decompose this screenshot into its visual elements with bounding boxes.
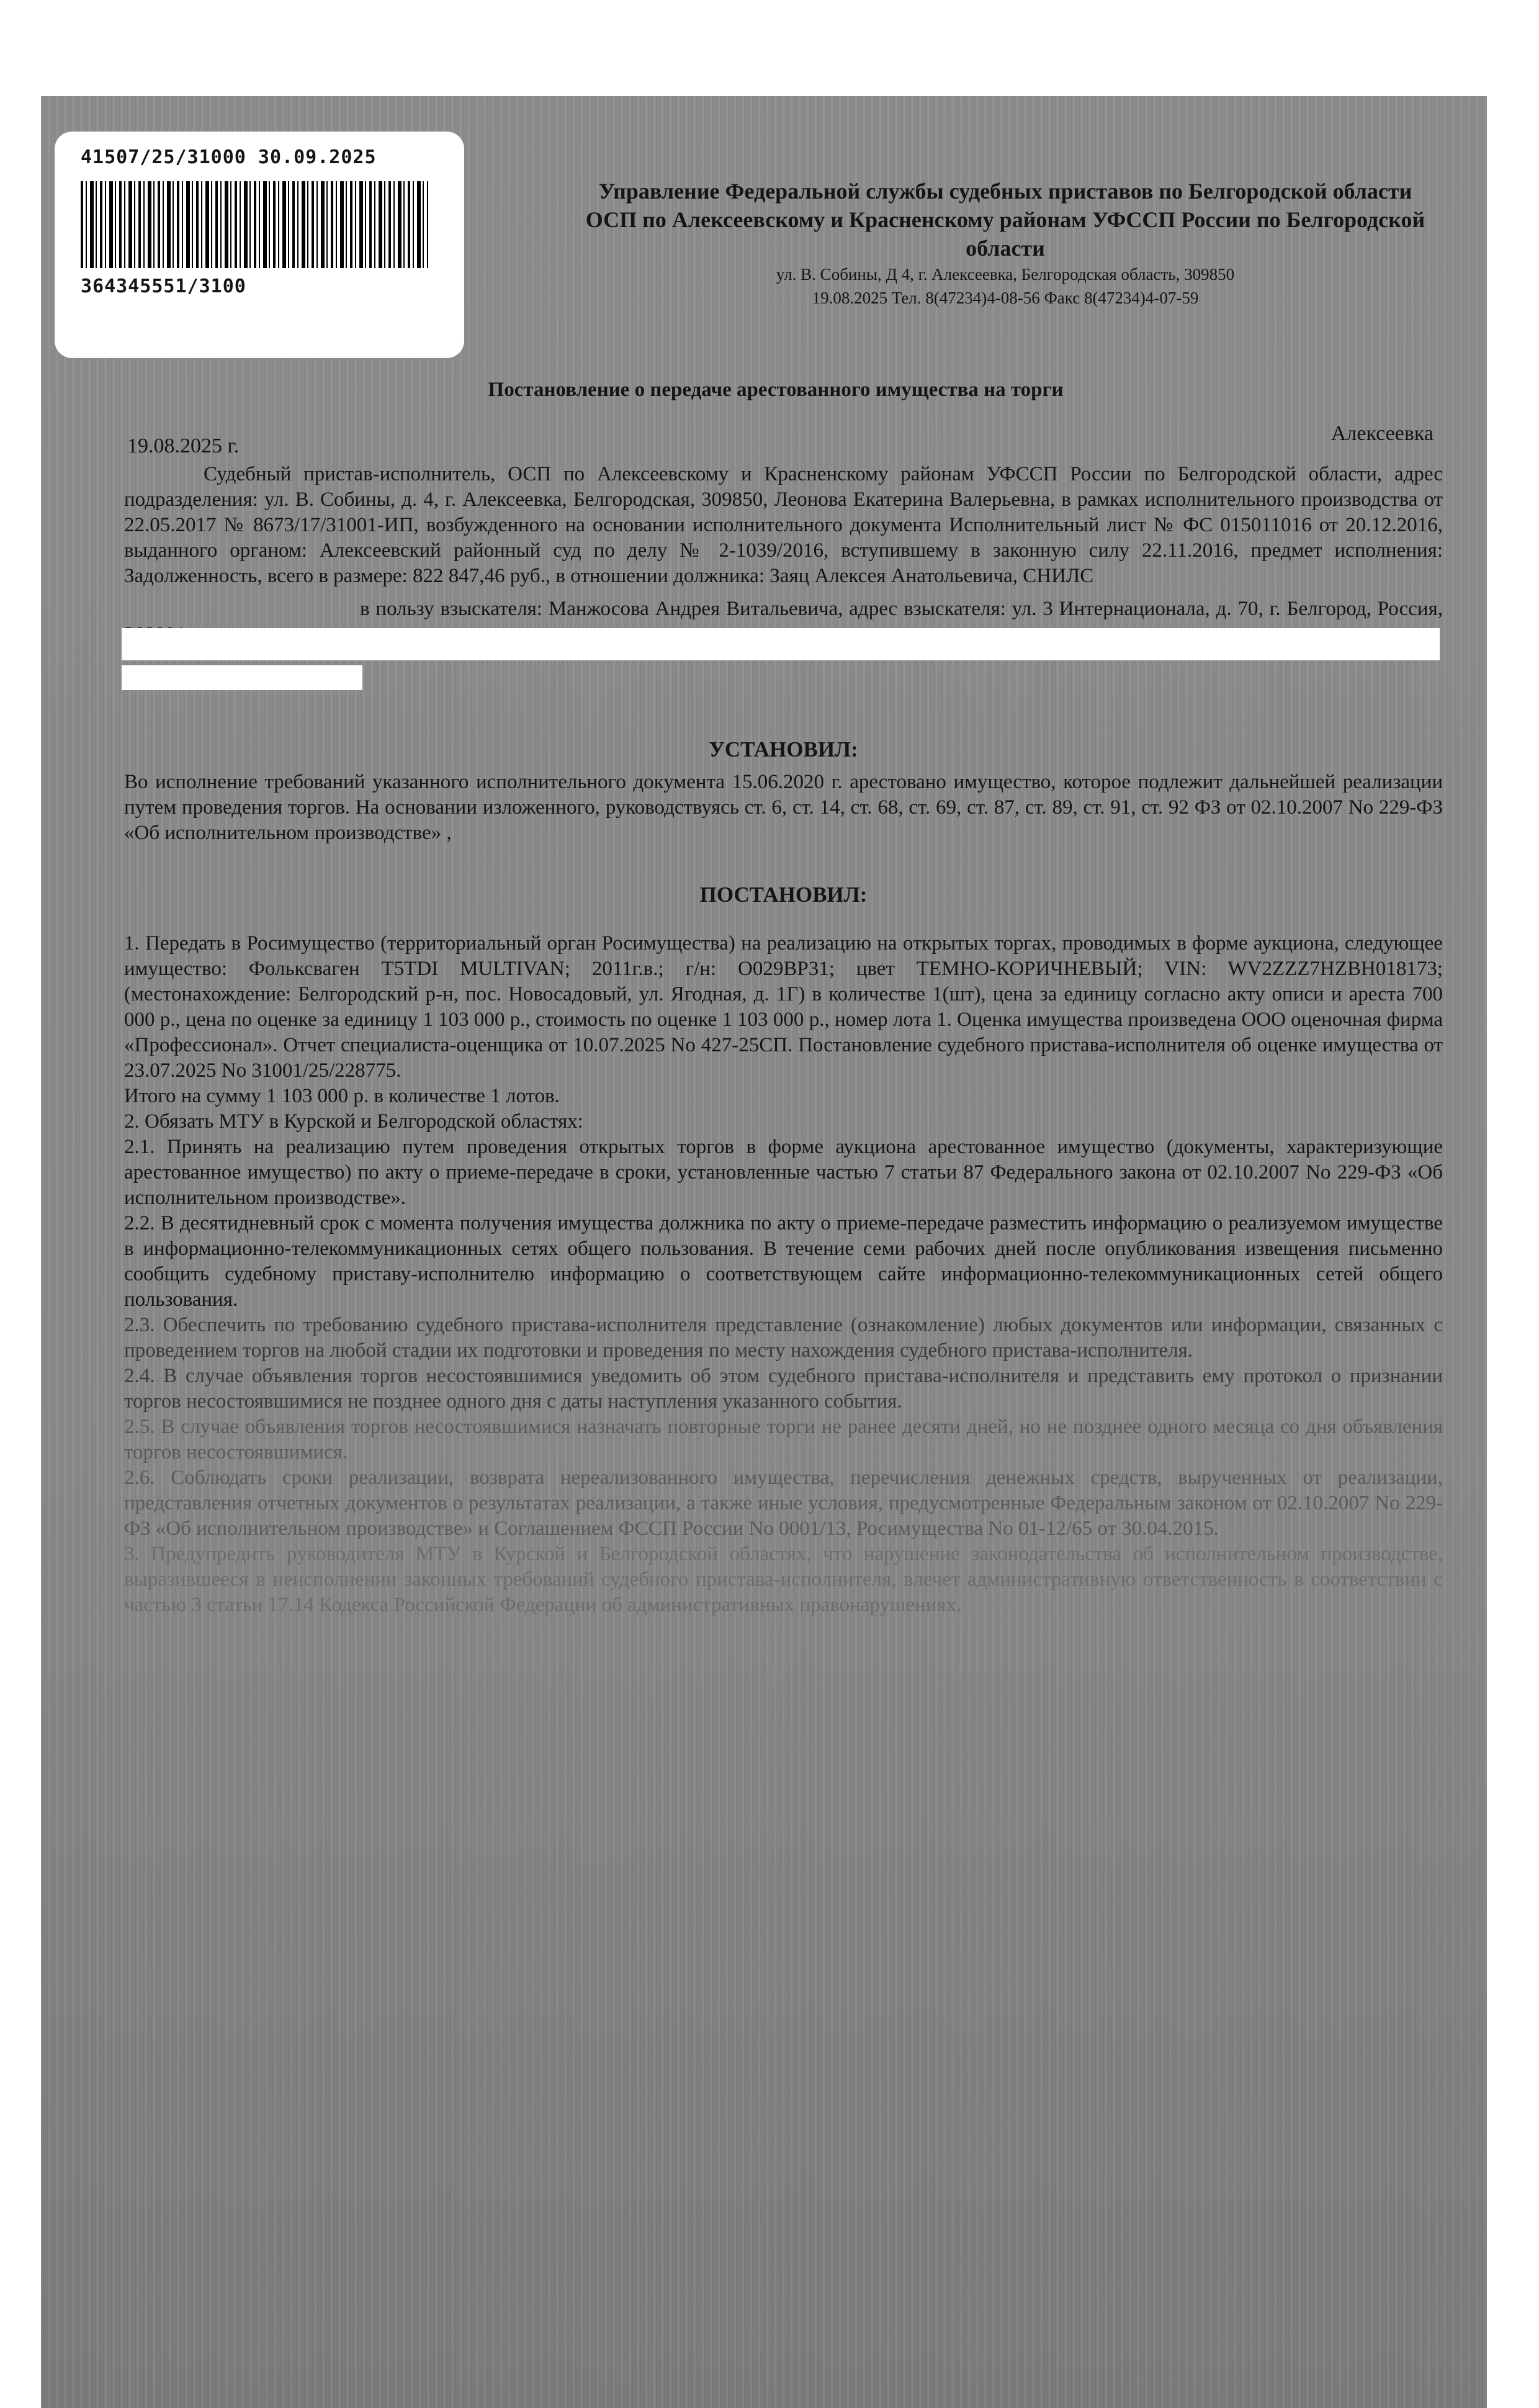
decided-item: 2.1. Принять на реализацию путем проведения открытых торгов в форме аукциона арестованное имущество (документы, характеризующие арестованное имущество) по акту о приеме-передаче в сроки, установленные частью 7 статьи 87 Федерального закона от 02.10.2007 No 229-ФЗ «Об исполнительном производстве». [124,1136,1443,1209]
established-paragraph: Во исполнение требований указанного исполнительного документа 15.06.2020 г. арестовано имущество, которое подлежит дальнейшей реализации путем проведения торгов. На основании изложенного, руководствуясь ст. 6, ст. 14, ст. 68, ст. 69, ст. 87, ст. 89, ст. 91, ст. 92 ФЗ от 02.10.2007 No 229-ФЗ «Об исполнительном производстве» , [124,771,1443,844]
intro-text-part1: Судебный пристав-исполнитель, ОСП по Алексеевскому и Красненскому районам УФССП России по Белгородской области, адрес подразделения: ул. В. Собины, д. 4, г. Алексеевка, Белгородская, 309850, Леонова Екатерина Валерьевна, в рамках исполнительного производства от 22.05.2017 № 8673/17/31001-ИП, возбужденного на основании исполнительного документа Исполнительный лист № ФС 015011016 от 20.12.2016, выданного органом: Алексеевский районный суд по делу № 2-1039/2016, вступившему в законную силу 22.11.2016, предмет исполнения: Задолженность, всего в размере: 822 847,46 руб., в отношении должника: Заяц Алексея Анатольевича, СНИЛС [124,463,1443,587]
decided-item: 2.5. В случае объявления торгов несостоявшимися назначать повторные торги не ранее десяти дней, но не позднее одного месяца со дня объявления торгов несостоявшимися. [124,1416,1443,1463]
decided-item: 2.6. Соблюдать сроки реализации, возврата нереализованного имущества, перечисления денежных средств, вырученных от реализации, представления отчетных документов о результатах реализации, а также иные условия, предусмотренные Федеральным законом от 02.10.2007 No 229-ФЗ «Об исполнительном производстве» и Соглашением ФССП России No 0001/13, Росимущества No 01-12/65 от 30.04.2015. [124,1467,1443,1540]
barcode-sticker [55,132,464,358]
decided-item: 2.3. Обеспечить по требованию судебного пристава-исполнителя представление (ознакомление) любых документов или информации, связанных с проведением торгов на любой стадии их подготовки и проведения по месту нахождения судебного пристава-исполнителя. [124,1314,1443,1362]
decided-item: Итого на сумму 1 103 000 р. в количестве 1 лотов. [124,1085,560,1107]
decided-item: 2.4. В случае объявления торгов несостоявшимися уведомить об этом судебного пристава-исполнителя и представить ему протокол о признании торгов несостоявшимися не позднее одного дня с даты наступления указанного события. [124,1365,1443,1413]
barcode-icon [81,181,428,268]
established-heading: УСТАНОВИЛ: [709,737,858,761]
decided-item: 2. Обязать МТУ в Курской и Белгородской областях: [124,1110,583,1133]
decided-item: 1. Передать в Росимущество (территориальный орган Росимущества) на реализацию на открытых торгах, проводимых в форме аукциона, следующее имущество: Фольксваген T5TDI MULTIVAN; 2011г.в.; г/н: O029BP31; цвет ТЕМНО-КОРИЧНЕВЫЙ; VIN: WV2ZZZ7HZBH018173; (местонахождение: Белгородский р-н, пос. Новосадовый, ул. Ягодная, д. 1Г) в количестве 1(шт), цена за единицу согласно акту описи и ареста 700 000 р., цена по оценке за единицу 1 103 000 р., стоимость по оценке 1 103 000 р., номер лота 1. Оценка имущества произведена ООО оценочная фирма «Профессионал». Отчет специалиста-оценщика от 10.07.2025 No 427-25СП. Постановление судебного пристава-исполнителя об оценке имущества от 23.07.2025 No 31001/25/228775. [124,932,1443,1082]
header-contacts: 19.08.2025 Тел. 8(47234)4-08-56 Факс 8(47234)4-07-59 [812,289,1199,307]
decided-heading: ПОСТАНОВИЛ: [699,883,868,907]
decided-item: 2.2. В десятидневный срок с момента получения имущества должника по акту о приеме-передаче разместить информацию о реализуемом имуществе в информационно-телекоммуникационных сетях общего пользования. В течение семи рабочих дней после опубликования извещения письменно сообщить судебному приставу-исполнителю информацию о соответствующем сайте информационно-телекоммуникационных сетей общего пользования. [124,1212,1443,1311]
header-department: ОСП по Алексеевскому и Красненскому районам УФССП России по Белгородской области [585,207,1425,261]
intro-text-part2: в пользу взыскателя: Манжосова Андрея Витальевича, адрес взыскателя: ул. 3 Интернационала, д. 70, г. Белгород, Россия, [360,598,1443,620]
sticker-barcode-number: 364345551/3100 [81,276,246,297]
redaction-bar [122,628,1440,660]
document-city: Алексеевка [1330,422,1434,445]
decided-item: 3. Предупредить руководителя МТУ в Курской и Белгородской областях, что нарушение законодательства об исполнительном производстве, выразившееся в неисполнении законных требований судебного пристава-исполнителя, влечет административную ответственность в соответствии с частью 3 статьи 17.14 Кодекса Российской Федерации об административных правонарушениях. [124,1543,1443,1616]
document-date: 19.08.2025 г. [127,434,240,457]
redaction-bar [122,665,362,690]
header-agency: Управление Федеральной службы судебных приставов по Белгородской области [598,179,1412,204]
document-title: Постановление о передаче арестованного имущества на торги [488,379,1064,401]
decided-list [124,931,1443,1618]
intro-paragraph [124,462,1443,647]
header-address: ул. В. Собины, Д 4, г. Алексеевка, Белгородская область, 309850 [776,265,1235,284]
document-header [559,177,1452,310]
sticker-registration-number: 41507/25/31000 30.09.2025 [81,146,377,168]
